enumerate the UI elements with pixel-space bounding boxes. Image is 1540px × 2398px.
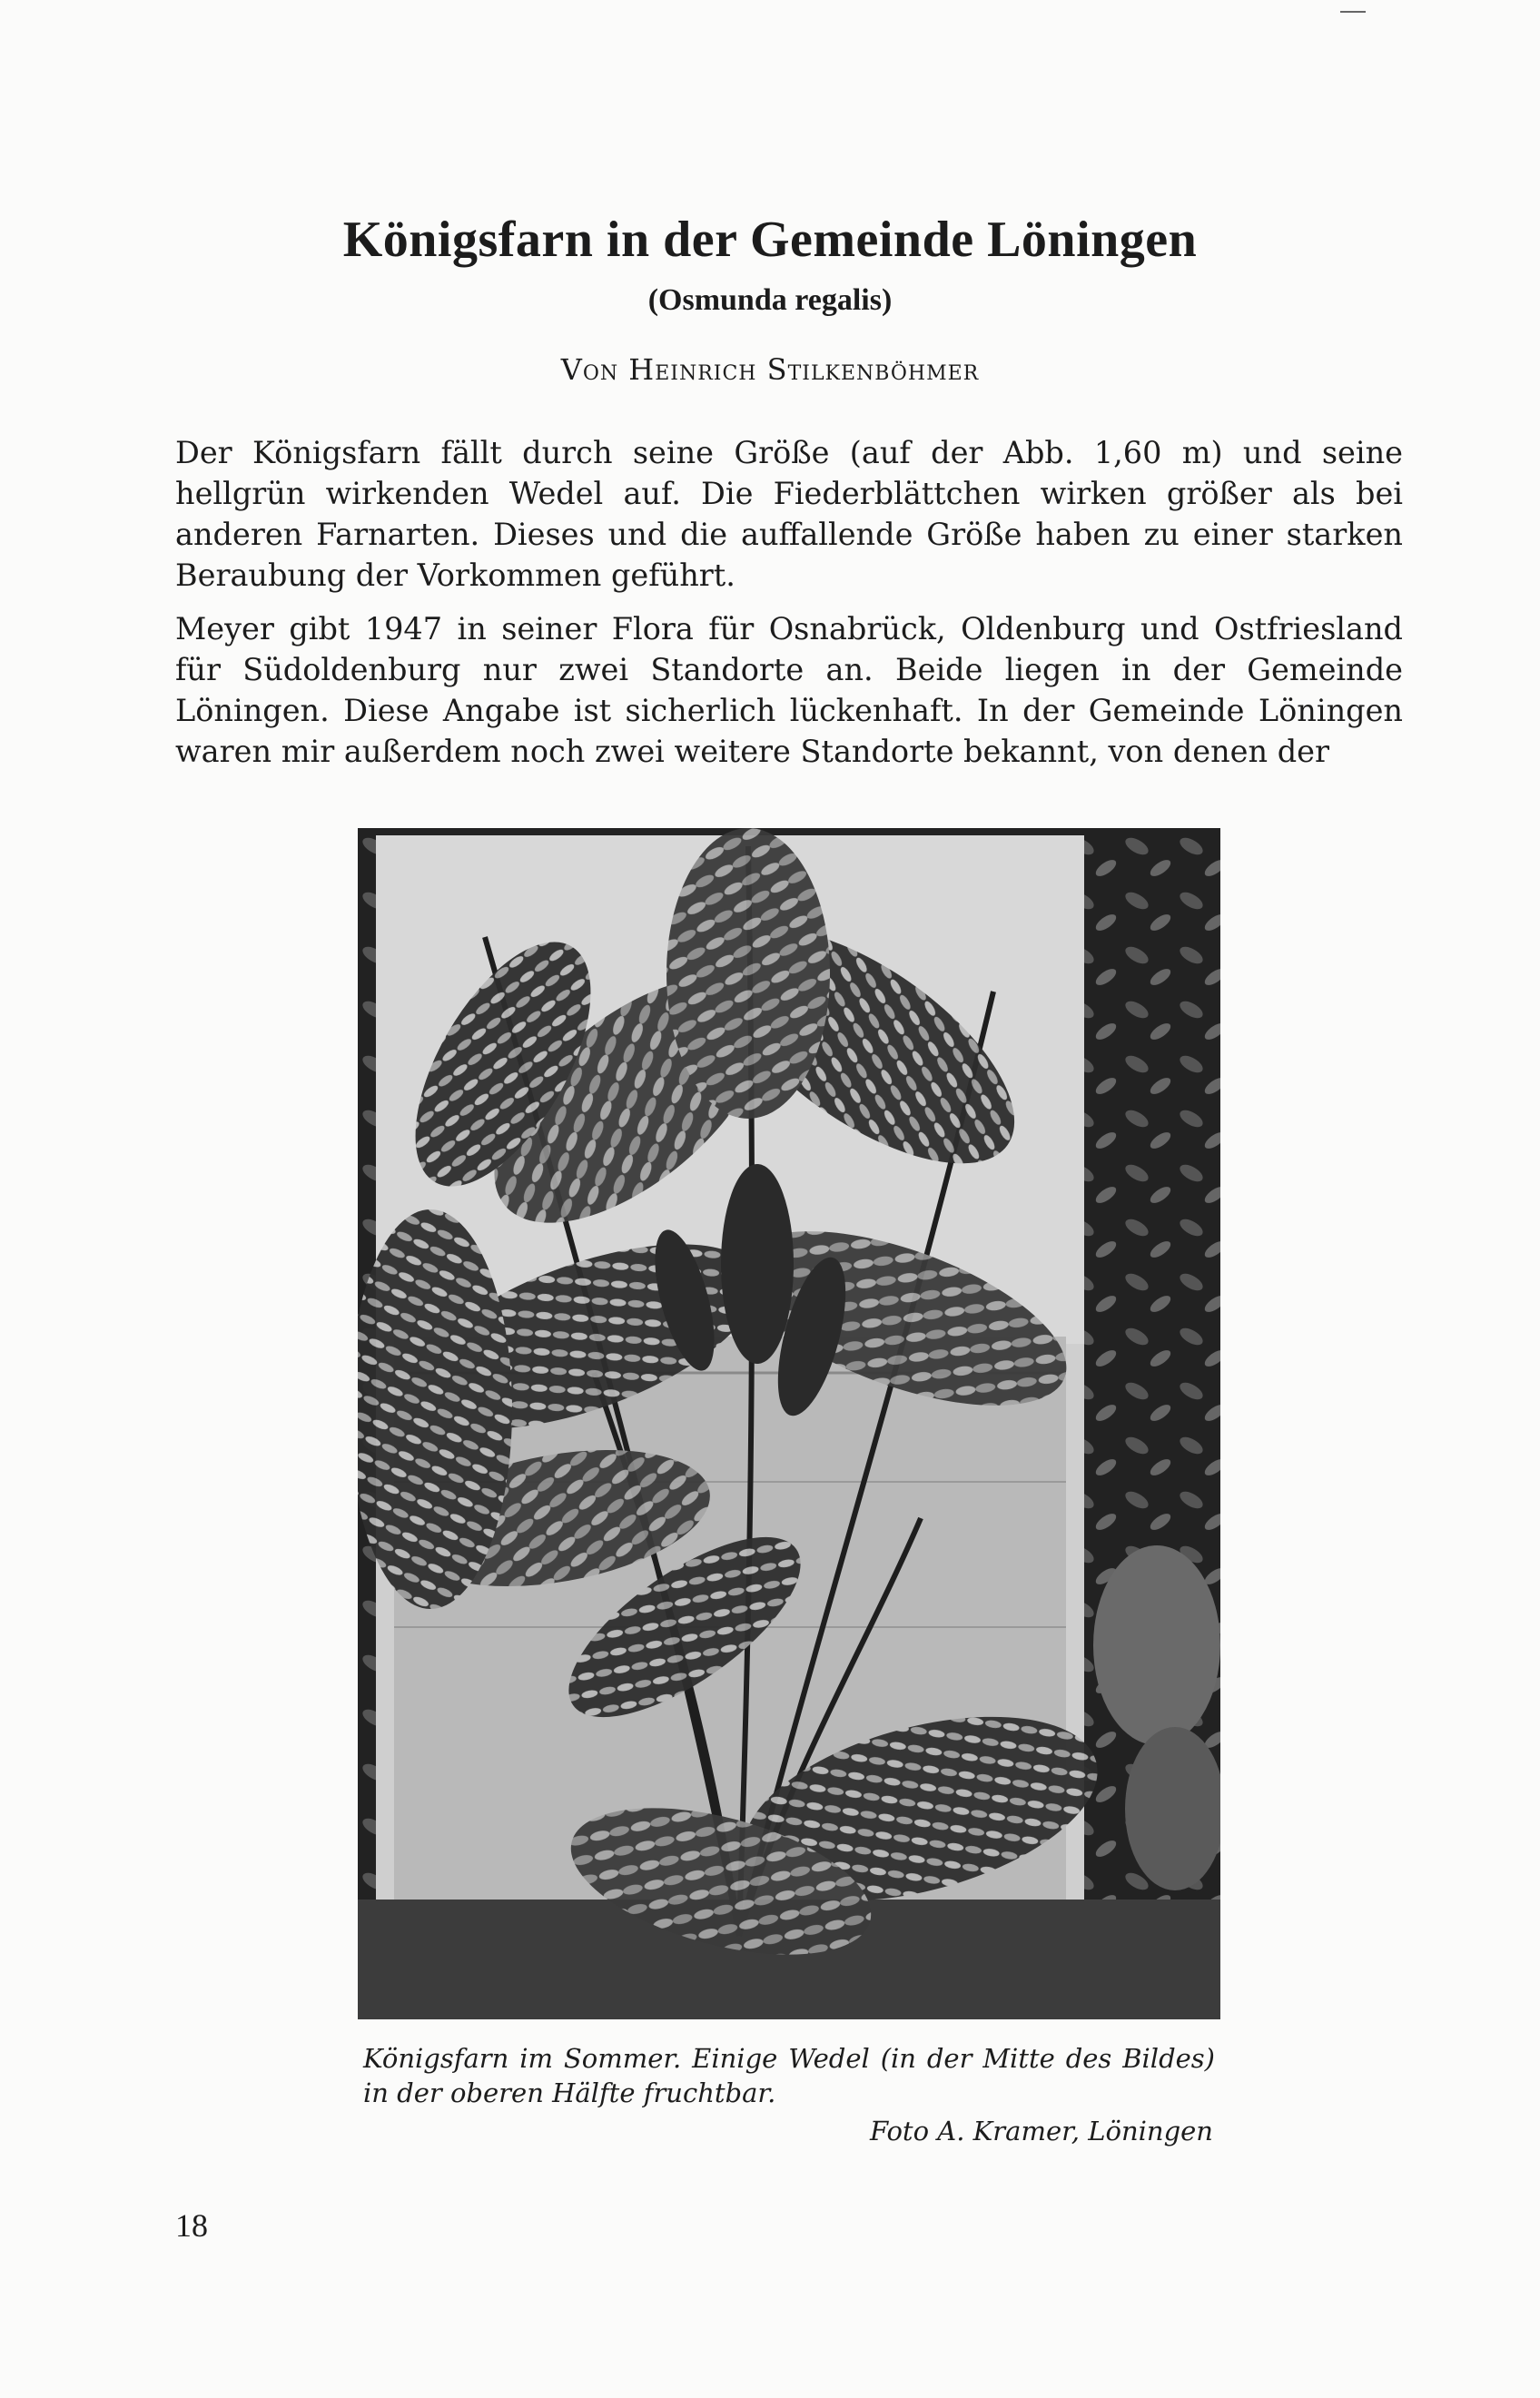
figure-caption: Königsfarn im Sommer. Einige Wedel (in der Mitte des Bildes) in der oberen Hälfte fruchtbar. [363, 2043, 1215, 2108]
article-title: Königsfarn in der Gemeinde Löningen [342, 212, 1198, 268]
photo-credit: Foto A. Kramer, Löningen [869, 2116, 1213, 2146]
body-paragraph-2: Meyer gibt 1947 in seiner Flora für Osnabrück, Oldenburg und Ostfriesland für Südoldenburg nur zwei Standorte an. Beide liegen in der Gemeinde Löningen. Diese Angabe ist sicherlich lückenhaft. In der Gemeinde Löningen waren mir außerdem noch zwei weitere Standorte bekannt, von denen der [175, 611, 1403, 769]
article-subtitle: (Osmunda regalis) [647, 283, 893, 317]
article-byline: Von Heinrich Stilkenböhmer [560, 352, 980, 387]
top-margin-rule [1340, 11, 1366, 13]
fern-photograph [358, 828, 1220, 2019]
body-paragraph-1: Der Königsfarn fällt durch seine Größe (auf der Abb. 1,60 m) und seine hellgrün wirkenden Wedel auf. Die Fiederblättchen wirken größer als bei anderen Farnarten. Dieses und die auffallende Größe haben zu einer starken Beraubung der Vorkommen geführt. [175, 435, 1403, 593]
page-number: 18 [175, 2207, 208, 2244]
